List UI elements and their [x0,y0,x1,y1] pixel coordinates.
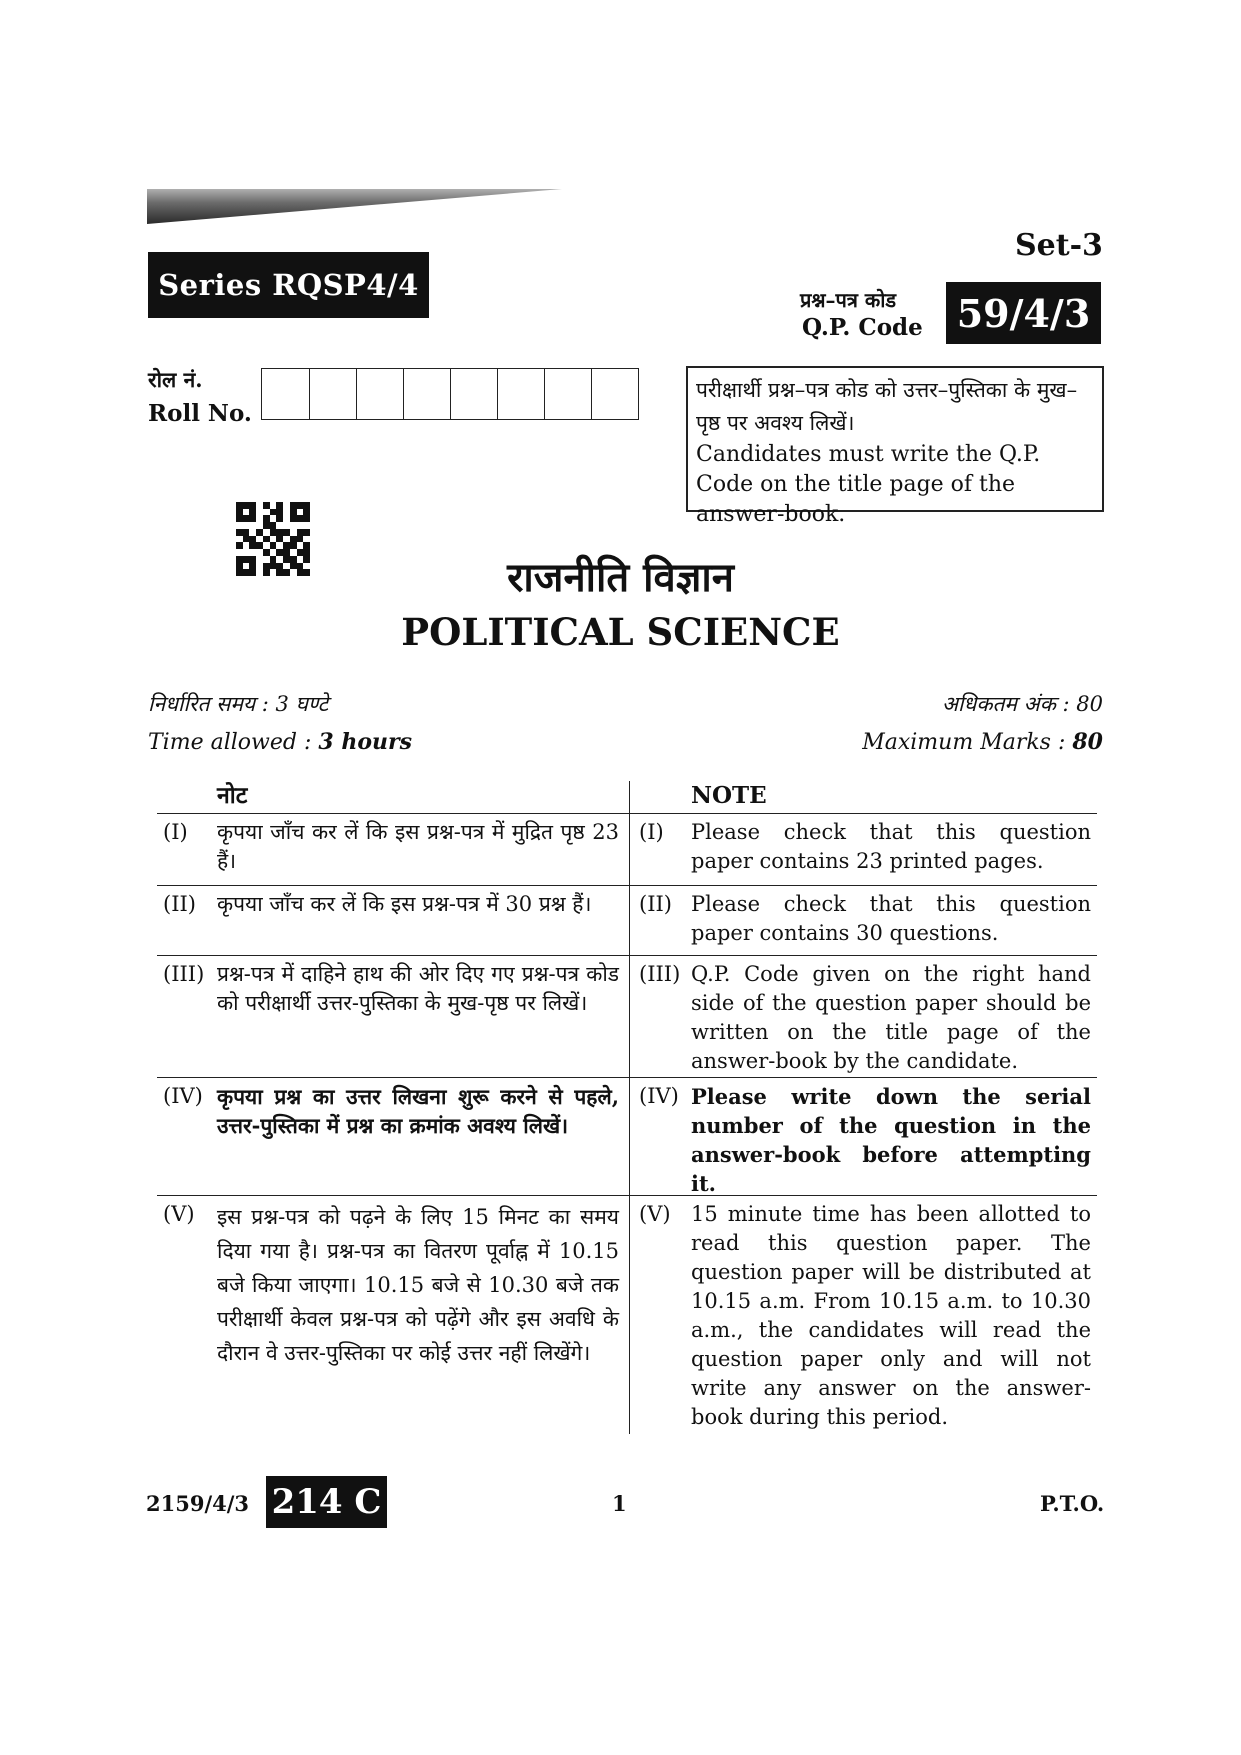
max-marks-english: Maximum Marks : 80 [862,729,1103,755]
footer-code-box: 214 C [266,1476,387,1528]
series-box: Series RQSP4/4 [148,252,429,318]
note-row: (II) कृपया जाँच कर लें कि इस प्रश्न-पत्र में 30 प्रश्न हैं। (II) Please check that this question paper contains 30 questions. [157,885,1097,956]
note-row: (III) प्रश्न-पत्र में दाहिने हाथ की ओर दिए गए प्रश्न-पत्र कोड को परीक्षार्थी उत्तर-पुस्तिका के मुख-पृष्ठ पर लिखें। (III) Q.P. Code given on the right hand side of the question paper should be written on the title page of the answer-book by the candidate. [157,955,1097,1078]
note-heading-english: NOTE [691,782,767,809]
footer-paper-code: 2159/4/3 [146,1491,250,1516]
roll-box[interactable] [591,368,638,419]
roll-label-hindi: रोल नं. [148,367,203,392]
title-english: POLITICAL SCIENCE [401,610,840,654]
note-heading-hindi: नोट [217,782,248,809]
roll-box[interactable] [356,368,403,419]
page-number: 1 [612,1491,627,1516]
roll-box[interactable] [450,368,497,419]
roll-label-english: Roll No. [148,400,252,427]
instruction-hindi: परीक्षार्थी प्रश्न–पत्र कोड को उत्तर–पुस्तिका के मुख–पृष्ठ पर अवश्य लिखें। [696,378,1078,435]
qp-code-label-hindi: प्रश्न–पत्र कोड [800,288,897,312]
roll-box[interactable] [262,368,309,419]
roll-box[interactable] [544,368,591,419]
notes-table [157,781,1097,1434]
note-row: (IV) कृपया प्रश्न का उत्तर लिखना शुरू करने से पहले, उत्तर-पुस्तिका में प्रश्न का क्रमांक अवश्य लिखें। (IV) Please write down the serial number of the question in the answer-book before attempting it. [157,1077,1097,1196]
title-hindi: राजनीति विज्ञान [507,554,734,601]
roll-box[interactable] [497,368,544,419]
time-allowed-english: Time allowed : 3 hours [148,729,412,755]
header-decorative-bar [147,189,562,224]
set-label: Set-3 [1015,228,1103,263]
candidate-instruction-box [686,366,1104,527]
max-marks-hindi: अधिकतम अंक : 80 [941,692,1103,716]
time-allowed-hindi: निर्धारित समय : 3 घण्टे [148,692,329,716]
pto-label: P.T.O. [1040,1491,1105,1516]
note-row: (I) कृपया जाँच कर लें कि इस प्रश्न-पत्र में मुद्रित पृष्ठ 23 हैं। (I) Please check that this question paper contains 23 printed pages. [157,813,1097,886]
qp-code-box: 59/4/3 [946,282,1101,344]
note-row: (V) इस प्रश्न-पत्र को पढ़ने के लिए 15 मिनट का समय दिया गया है। प्रश्न-पत्र का वितरण पूर्वाह्न में 10.15 बजे किया जाएगा। 10.15 बजे से 10.30 बजे तक परीक्षार्थी केवल प्रश्न-पत्र को पढ़ेंगे और इस अवधि के दौरान वे उत्तर-पुस्तिका पर कोई उत्तर नहीं लिखेंगे। (V) 15 minute time has been allotted to read this question paper. The question paper will be distributed at 10.15 a.m. From 10.15 a.m. to 10.30 a.m., the candidates will read the question paper only and will not write any answer on the answer-book during this period. [157,1195,1097,1435]
qp-code-label-english: Q.P. Code [802,314,923,341]
roll-number-boxes[interactable] [261,368,639,420]
roll-box[interactable] [309,368,356,419]
roll-box[interactable] [403,368,450,419]
notes-header-row [157,781,1097,813]
instruction-english: Candidates must write the Q.P. Code on the title page of the answer-book. [696,442,1041,527]
